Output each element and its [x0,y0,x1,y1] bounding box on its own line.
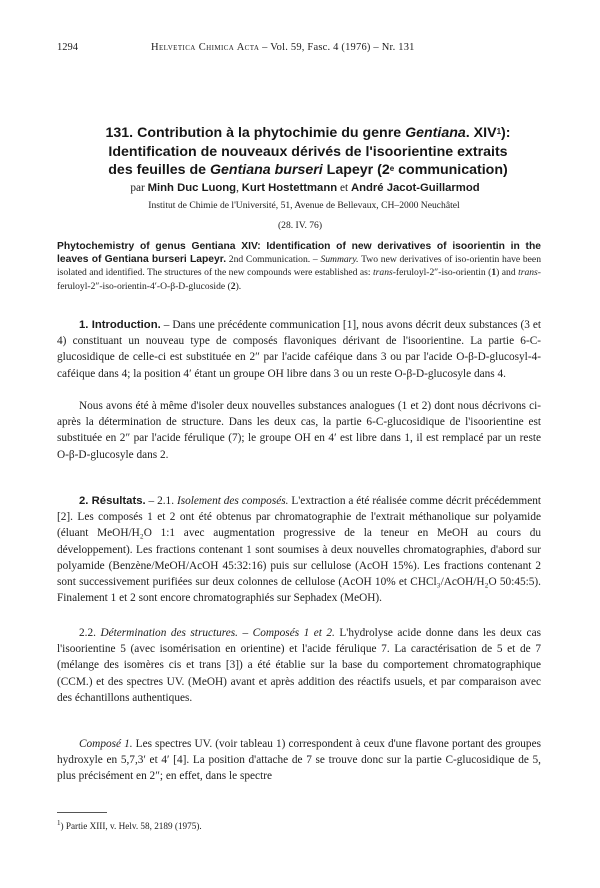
footnote-divider [57,812,107,813]
abstract-text: ). [235,280,242,292]
compound-number: 1 [491,267,497,279]
author: Minh Duc Luong [147,182,237,194]
title-genus: Gentiana [405,125,466,141]
section-structures [57,625,541,706]
title-species: Gentiana burseri [209,162,323,178]
paragraph-text: – Dans une précédente communication [1], nous avons décrit deux substances (3 et 4) constituant un nouveau type de composés flavoniques dérivant de l'isoorientine. La partie 6-C-glucosidique de celle-ci est substituée en 2″ par l'acide caféique dans 3 ou par l'acide O-β-D-glucosyl-4-caféique dans 4; la position 4′ étant un groupe OH libre dans 3 ou un reste O-β-D-glucosyle dans 4. [57,319,541,380]
footnote-ref: 1 [496,127,502,136]
abstract-text: ) and [496,267,519,279]
article-title [78,124,538,180]
journal-volume: – Vol. 59, Fasc. 4 (1976) – Nr. 131 [259,42,415,53]
title-sup: e [389,164,395,173]
subsection-title: Isolement des composés. [176,495,289,507]
abstract-text: -feruloyl-2″-iso-orientin ( [392,267,492,279]
paragraph [57,317,541,382]
journal-info [151,42,415,53]
authors [70,182,540,194]
paragraph-text: Les spectres UV. (voir tableau 1) correspondent à ceux d'une flavone portant des groupes hydroxyle en 5,7,3′ et 4′ [4]. La position d'attache de 7 se trouve donc sur la partie C-glucosidique de 5, plus précisément en 2″; en effet, dans le spectre [57,738,541,783]
author: Kurt Hostettmann [241,182,338,194]
subsection-title: Composé 1. [79,738,133,750]
abstract-text: -feruloyl-2″-iso-orientin-4′-O-β-D-glucoside ( [57,267,541,292]
author-sep: , [236,182,242,194]
title-line: Identification de nouveaux dérivés de l'isoorientine extraits [108,143,508,160]
page-number: 1294 [57,42,78,53]
abstract-text: 2nd Communication. – [226,254,321,266]
section-introduction-cont [57,398,541,463]
paragraph [57,736,541,785]
paragraph-text: L'extraction a été réalisée comme décrit précédemment [2]. Les composés 1 et 2 ont été obtenus par chromatographie de l'extrait méthanolique sur polyamide (éluant MeOH/H₂O 1:1 avec augmentation progressive de la teneur en MeOH au cours du développement). Les fractions contenant 1 sont soumises à deux nouvelles chromatographies, d'abord sur polyamide (Benzène/MeOH/AcOH 45:32:16) puis sur cellulose (AcOH 15%). Les fractions contenant 2 sont successivement purifiées sur deux colonnes de cellulose (AcOH 10% et CHCl₃/AcOH/H₂O 50:45:5). Finalement 1 et 2 sont encore chromatographiés sur Sephadex (MeOH). [57,495,541,605]
journal-name: Helvetica Chimica Acta [151,42,260,53]
paragraph [57,493,541,606]
received-date: (28. IV. 76) [277,220,323,231]
subsection-number: 2.2. [79,627,101,639]
title-part: Lapeyr (2 [322,162,390,178]
section-results [57,493,541,606]
compound-number: 2 [230,280,236,292]
section-compound-1 [57,736,541,785]
abstract [57,240,541,293]
affiliation: Institut de Chimie de l'Université, 51, Avenue de Bellevaux, CH–2000 Neuchâtel [148,200,460,211]
abstract-text: trans [518,267,538,279]
title-part: communication) [394,162,508,178]
author-sep: et [337,182,351,194]
summary-label: Summary. [320,254,359,266]
footnote-text: ) Partie XIII, v. Helv. 58, 2189 (1975). [60,821,202,832]
author: André Jacot-Guillarmod [350,182,480,194]
footnote-mark: 1 [57,819,61,827]
authors-prefix: par [130,182,148,194]
footnote [57,819,202,831]
title-part: . XIV [465,125,497,141]
subsection-title: Détermination des structures. – Composés 1 et 2. [100,627,335,639]
paragraph [57,625,541,706]
section-heading: 2. Résultats. [79,495,146,507]
section-heading: 1. Introduction. [79,319,161,331]
abstract-text: Two new derivatives of iso-orientin have been isolated and identified. The structures of the new compounds were established as: [57,254,541,279]
paragraph-text: L'hydrolyse acide donne dans les deux cas l'isoorientine 5 (avec isomérisation en orientine) et l'acide férulique 7. La caractérisation de 5 et de 7 (mélange des isomères cis et trans [3]) a été établie sur la base du comportement chromatographique (CCM.) et des spectres UV. (MeOH) avant et après addition des réactifs usuels, et par comparaison avec des échantillons authentiques. [57,627,541,704]
title-part: ): [501,125,511,141]
subsection-number: – 2.1. [145,495,177,507]
section-introduction [57,317,541,382]
title-part: 131. Contribution à la phytochimie du genre [105,125,406,141]
title-part: des feuilles de [108,162,210,178]
paragraph: Nous avons été à même d'isoler deux nouvelles substances analogues (1 et 2) dont nous décrivons ci-après la détermination de structure. Dans les deux cas, la partie 6-C-glucosidique de l'isoorientine est substituée en 2″ par l'acide férulique (7); le groupe OH en 4′ est libre dans 1, il est remplacé par un reste O-β-D-glucosyle dans 2. [57,400,541,461]
abstract-text: trans [373,267,393,279]
abstract-title: Phytochemistry of genus Gentiana XIV: Identification of new derivatives of isoorientin in the leaves of Gentiana burseri Lapeyr. [57,241,541,266]
